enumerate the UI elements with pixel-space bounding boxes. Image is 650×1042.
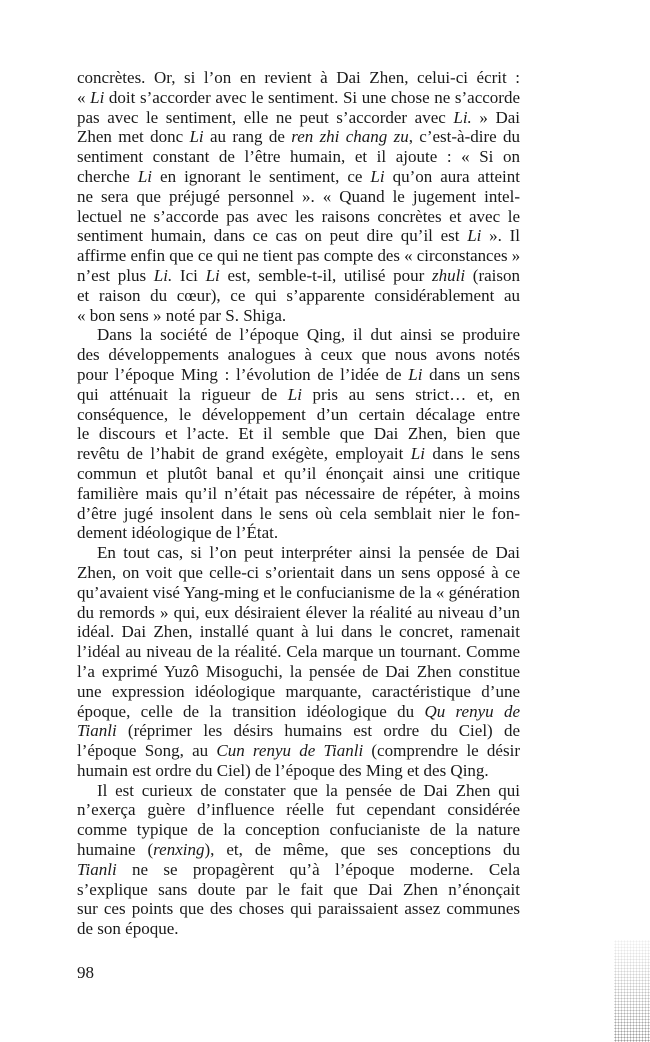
text-line	[77, 167, 520, 187]
page-number: 98	[77, 963, 94, 982]
body-text	[77, 68, 520, 939]
text-line	[77, 88, 520, 108]
text-run: n’est plus	[77, 265, 154, 285]
text-run: n’exerça guère d’influence réelle fut cependant considérée	[77, 800, 520, 820]
paragraph	[77, 781, 520, 939]
paragraph	[77, 325, 520, 543]
text-run: en ignorant le sentiment, ce	[152, 166, 371, 186]
italic-term: Li	[189, 127, 204, 147]
text-run: (comprendre le désir	[363, 741, 520, 761]
text-run: pas avec le sentiment, elle ne peut s’accorder avec	[77, 107, 454, 127]
text-run: sentiment constant de l’être humain, et il ajoute : « Si on	[77, 147, 520, 167]
text-line	[77, 840, 520, 860]
text-line	[77, 345, 520, 365]
italic-term: Li	[205, 265, 220, 285]
text-run: (réprimer les désirs humains est ordre du Ciel) de	[116, 721, 520, 741]
text-run: dement idéologique de l’État.	[77, 523, 279, 543]
text-run: une expression idéologique marquante, caractéristique d’une	[77, 681, 520, 701]
text-run: ne se propagèrent qu’à l’époque moderne. Cela	[116, 859, 520, 879]
text-line	[77, 464, 520, 484]
text-line	[77, 405, 520, 425]
text-run: humain est ordre du Ciel) de l’époque des Ming et des Qing.	[77, 760, 489, 780]
italic-term: ren zhi chang zu	[291, 127, 409, 147]
text-line	[77, 741, 520, 761]
text-line	[77, 385, 520, 405]
text-run: sentiment humain, dans ce cas on peut dire qu’il est	[77, 226, 468, 246]
italic-term: renxing	[153, 840, 205, 860]
text-line	[77, 721, 520, 741]
text-line	[77, 365, 520, 385]
text-line	[77, 187, 520, 207]
italic-term: zhuli	[432, 265, 466, 285]
text-line	[77, 108, 520, 128]
text-run: qu’on aura atteint	[384, 166, 520, 186]
text-line	[77, 68, 520, 88]
text-line	[77, 622, 520, 642]
text-run: époque, celle de la transition idéologique du	[77, 701, 425, 721]
text-line	[77, 543, 520, 563]
text-line	[77, 820, 520, 840]
text-line	[77, 266, 520, 286]
text-run: comme typique de la conception confucianiste de la nature	[77, 820, 520, 840]
text-line	[77, 444, 520, 464]
text-run: du remords » qui, eux désiraient élever la réalité au niveau d’un	[77, 602, 520, 622]
text-run: qu’avaient visé Yang-ming et le confucianisme de la « génération	[77, 582, 520, 602]
text-run: ». Il	[481, 226, 520, 246]
paragraph	[77, 543, 520, 781]
text-run: En tout cas, si l’on peut interpréter ainsi la pensée de Dai	[97, 543, 520, 563]
text-run: au rang de	[203, 127, 292, 147]
text-run: l’idéal au niveau de la réalité. Cela marque un tournant. Comme	[77, 642, 520, 662]
text-run: doit s’accorder avec le sentiment. Si une chose ne s’accorde	[104, 87, 521, 107]
text-line	[77, 642, 520, 662]
text-run: commun et plutôt banal et qu’il énonçait ainsi une critique	[77, 463, 520, 483]
italic-term: Li	[90, 87, 105, 107]
italic-term: Qu renyu de	[424, 701, 520, 721]
italic-term: Li	[408, 364, 423, 384]
text-run: l’a exprimé Yuzô Misoguchi, la pensée de Dai Zhen constitue	[77, 661, 520, 681]
text-line	[77, 147, 520, 167]
text-line	[77, 702, 520, 722]
text-run: revêtu de l’habit de grand exégète, employait	[77, 444, 411, 464]
italic-term: Tianli	[77, 859, 117, 879]
text-line	[77, 424, 520, 444]
text-run: pour l’époque Ming : l’évolution de l’idée de	[77, 364, 409, 384]
text-run: s’explique sans doute par le fait que Dai Zhen n’énonçait	[77, 879, 520, 899]
scan-artifact	[614, 940, 650, 1042]
text-line	[77, 306, 520, 326]
text-line	[77, 325, 520, 345]
italic-term: Li	[410, 444, 425, 464]
italic-term: Li	[287, 384, 302, 404]
text-run: le discours et l’acte. Et il semble que Dai Zhen, bien que	[77, 424, 520, 444]
text-run: qui atténuait la rigueur de	[77, 384, 288, 404]
text-run: Il est curieux de constater que la pensée de Dai Zhen qui	[97, 780, 520, 800]
text-run: concrètes. Or, si l’on en revient à Dai Zhen, celui-ci écrit :	[77, 68, 520, 87]
italic-term: Li	[467, 226, 482, 246]
text-run: humaine (	[77, 840, 154, 860]
text-line	[77, 523, 520, 543]
text-line	[77, 207, 520, 227]
text-run: «	[77, 87, 91, 107]
text-line	[77, 246, 520, 266]
text-line	[77, 127, 520, 147]
text-run: de son époque.	[77, 919, 179, 939]
italic-term: Li.	[153, 265, 173, 285]
text-run: pris au sens strict… et, en	[301, 384, 520, 404]
text-line	[77, 603, 520, 623]
text-run: ), et, de même, que ses conceptions du	[204, 840, 520, 860]
text-line	[77, 761, 520, 781]
text-line	[77, 563, 520, 583]
text-run: et raison du cœur), ce qui s’apparente considérablement au	[77, 285, 520, 305]
text-line	[77, 860, 520, 880]
text-run: lectuel ne s’accorde pas avec les raisons concrètes et avec le	[77, 206, 520, 226]
text-run: ne sera que préjugé personnel ». « Quand le jugement intel-	[77, 186, 520, 206]
text-line	[77, 583, 520, 603]
text-run: cherche	[77, 166, 138, 186]
italic-term: Li	[137, 166, 153, 186]
text-run: familière mais qu’il n’était pas nécessaire de répéter, à moins	[77, 483, 520, 503]
text-run: Dans la société de l’époque Qing, il dut ainsi se produire	[97, 325, 520, 345]
text-line	[77, 781, 520, 801]
italic-term: Tianli	[77, 721, 117, 741]
text-run: idéal. Dai Zhen, installé quant à lui dans le concret, ramenait	[77, 622, 520, 642]
text-run: affirme enfin que ce qui ne tient pas compte des « circonstances »	[77, 246, 521, 266]
text-line	[77, 662, 520, 682]
text-run: d’être jugé insolent dans le sens où cela semblait nier le fon-	[77, 503, 520, 523]
text-run: Zhen met donc	[77, 127, 190, 147]
text-line	[77, 919, 520, 939]
text-line	[77, 899, 520, 919]
text-run: conséquence, le développement d’un certain décalage entre	[77, 404, 520, 424]
text-line	[77, 682, 520, 702]
text-run: (raison	[465, 265, 521, 285]
text-run: l’époque Song, au	[77, 741, 217, 761]
text-run: dans le sens	[424, 444, 520, 464]
italic-term: Li.	[453, 107, 472, 127]
text-line	[77, 484, 520, 504]
text-run: » Dai	[471, 107, 521, 127]
italic-term: Li	[370, 166, 385, 186]
text-line	[77, 286, 520, 306]
text-run: Ici	[172, 265, 206, 285]
text-run: est, semble-t-il, utilisé pour	[219, 265, 433, 285]
italic-term: Cun renyu de Tianli	[216, 741, 364, 761]
text-run: « bon sens » noté par S. Shiga.	[77, 305, 287, 325]
text-run: des développements analogues à ceux que nous avons notés	[77, 345, 520, 365]
text-run: Zhen, on voit que celle-ci s’orientait dans un sens opposé à ce	[77, 562, 520, 582]
text-line	[77, 226, 520, 246]
paragraph	[77, 68, 520, 325]
text-run: dans un sens	[422, 364, 520, 384]
text-line	[77, 880, 520, 900]
text-run: , c’est-à-dire du	[408, 127, 521, 147]
text-line	[77, 504, 520, 524]
text-line	[77, 800, 520, 820]
text-run: sur ces points que des choses qui paraissaient assez communes	[77, 899, 520, 919]
